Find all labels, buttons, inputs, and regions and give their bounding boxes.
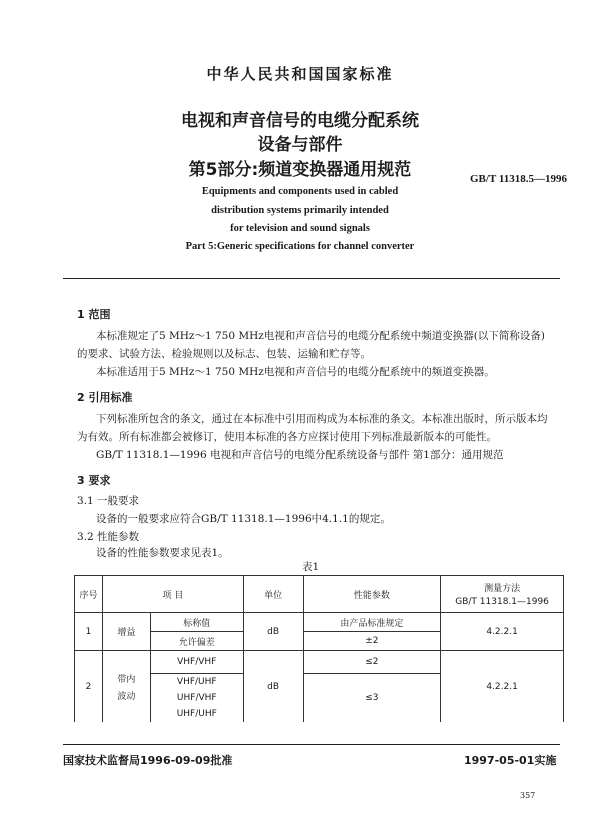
header-unit: 单位 [243, 576, 303, 613]
row1-param1: 由产品标准规定 [303, 613, 441, 632]
row2-sub3: UHF/VHF [150, 690, 243, 706]
header-param: 性能参数 [303, 576, 441, 613]
section-3-2-text: 设备的性能参数要求见表1。 [96, 547, 229, 559]
section-3-heading: 3 要求 [77, 474, 111, 487]
section-2-reference: GB/T 11318.1—1996 电视和声音信号的电缆分配系统设备与部件 第1部分：通用规范 [96, 449, 504, 461]
row1-unit: dB [243, 613, 303, 651]
table-row [75, 613, 564, 632]
row1-sub1: 标称值 [150, 613, 243, 632]
section-2-heading: 2 引用标准 [77, 391, 133, 404]
title-line-1: 电视和声音信号的电缆分配系统 [181, 111, 419, 131]
row2-param1: ≤2 [303, 651, 441, 674]
section-3-1-heading: 3.1 一般要求 [77, 495, 140, 507]
row1-item: 增益 [102, 613, 150, 651]
english-title-line-1: Equipments and components used in cabled [201, 186, 399, 197]
section-1-para-1a: 本标准规定了5 MHz～1 750 MHz电视和声音信号的电缆分配系统中频道变换器(以下简称设备) [96, 330, 545, 342]
table-header-row [75, 576, 564, 613]
table-caption: 表1 [302, 561, 320, 573]
title-line-2: 设备与部件 [257, 135, 343, 155]
row2-sub2: VHF/UHF [150, 674, 243, 691]
row1-method: 4.2.2.1 [441, 613, 564, 651]
section-1-heading: 1 范围 [77, 308, 111, 321]
standard-number: GB/T 11318.5—1996 [470, 173, 567, 185]
section-1-para-2: 本标准适用于5 MHz～1 750 MHz电视和声音信号的电缆分配系统中的频道变换器。 [96, 366, 495, 378]
header-method [441, 576, 564, 613]
row2-method: 4.2.2.1 [441, 651, 564, 723]
section-3-2-heading: 3.2 性能参数 [77, 531, 140, 543]
approval-date: 国家技术监督局1996-09-09批准 [63, 754, 233, 767]
section-1-para-1b: 的要求、试验方法、检验规则以及标志、包装、运输和贮存等。 [77, 348, 371, 360]
header-item: 项 目 [102, 576, 243, 613]
section-2-para-1b: 为有效。所有标准都会被修订，使用本标准的各方应探讨使用下列标准最新版本的可能性。 [77, 431, 497, 443]
row1-no: 1 [75, 613, 103, 651]
row1-param2: ±2 [303, 632, 441, 651]
table-row [75, 651, 564, 674]
effective-date: 1997-05-01实施 [464, 754, 557, 767]
english-title-line-4: Part 5:Generic specifications for channel converter [185, 241, 415, 252]
row2-sub4: UHF/UHF [150, 706, 243, 722]
header-divider [63, 278, 560, 279]
english-title-line-2: distribution systems primarily intended [211, 205, 389, 216]
country-standard-heading: 中华人民共和国国家标准 [206, 65, 394, 83]
title-line-3: 第5部分:频道变换器通用规范 [188, 160, 412, 180]
footer-divider [63, 744, 560, 745]
performance-table [74, 575, 564, 722]
row1-sub2: 允许偏差 [150, 632, 243, 651]
row2-item-line-2: 波动 [117, 691, 136, 702]
row2-item [102, 651, 150, 723]
row2-unit: dB [243, 651, 303, 723]
english-title-line-3: for television and sound signals [230, 223, 370, 234]
page-number: 357 [520, 791, 536, 800]
row2-sub1: VHF/VHF [150, 651, 243, 674]
row2-item-line-1: 带内 [117, 674, 136, 685]
header-method-line-2: GB/T 11318.1—1996 [455, 597, 549, 607]
section-3-1-text: 设备的一般要求应符合GB/T 11318.1—1996中4.1.1的规定。 [96, 513, 391, 525]
header-no: 序号 [75, 576, 103, 613]
row2-param2: ≤3 [303, 674, 441, 723]
header-method-line-1: 测量方法 [484, 584, 521, 594]
section-2-para-1a: 下列标准所包含的条文，通过在本标准中引用而构成为本标准的条文。本标准出版时，所示版本均 [96, 413, 548, 425]
row2-no: 2 [75, 651, 103, 723]
